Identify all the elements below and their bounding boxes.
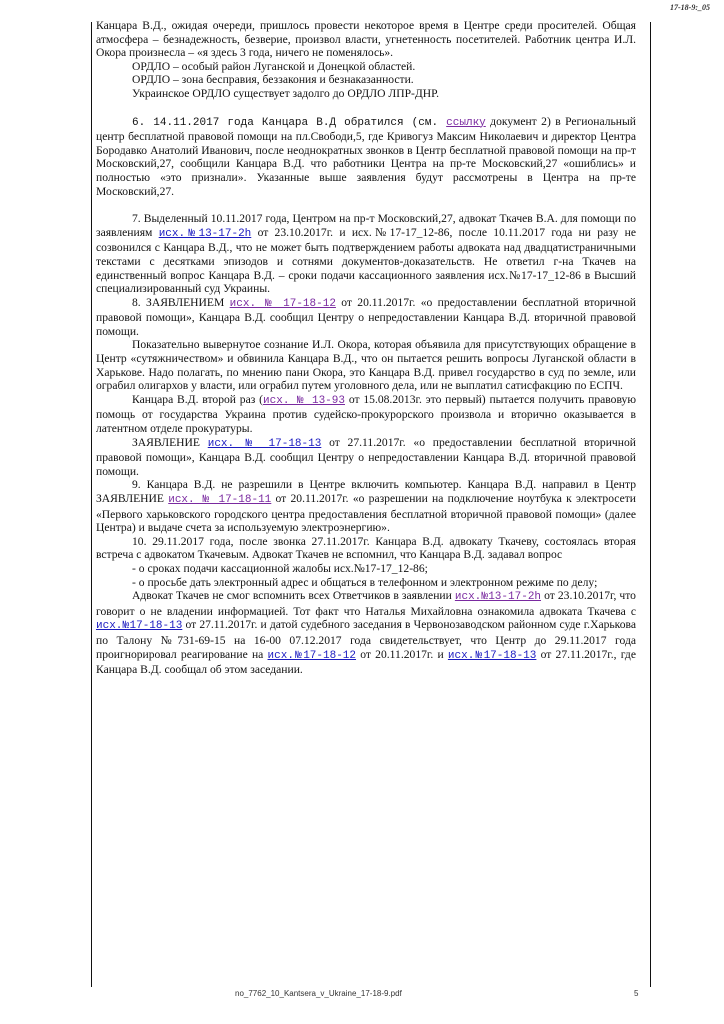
text-segment: от 15.08.2013г. это первый) пытается получить правовую помощь от государства Украина против судейско-прокурорского произвола и вторично оказывается в латентном отделе прокуратуры. [96, 392, 636, 436]
text-segment: от 23.10.2017г. и исх.№17-17_12-86, после 10.11.2017 года ни разу не созвонился с Канцара В.Д., что не может быть подтверждением работы адвоката над двадцатистраничными текстами с десятками эпизодов и сотнями документов-доказательств. Не ответил г-на Ткачев на единственный вопрос Канцара В.Д. – сроки подачи кассационного заявления исх.№17-17_12-86 в Высший специализированный суд Украины. [96, 225, 636, 296]
paragraph-p1 [96, 60, 636, 74]
document-reference-link[interactable]: исх.№17-18-12 [267, 649, 357, 662]
text-segment: ОРДЛО – особый район Луганской и Донецкой областей. [132, 59, 416, 73]
paragraph-p9 [96, 436, 636, 479]
text-segment: Украинское ОРДЛО существует задолго до ОРДЛО ЛПР-ДНР. [132, 86, 440, 100]
paragraph-p10 [96, 478, 636, 534]
document-reference-link[interactable]: исх. № 17-18-12 [229, 297, 336, 310]
text-segment: от 20.11.2017г. «о предоставлении бесплатной вторичной правовой помощи», Канцара В.Д. сообщил Центру о непредоставлении Канцара В.Д. вторичной правовой помощи. [96, 295, 636, 338]
text-segment: ОРДЛО – зона бесправия, беззакония и безнаказанности. [132, 73, 414, 87]
text-segment: Канцара В.Д. второй раз ( [132, 392, 264, 406]
text-segment: от 23.10.2017г, что говорит о не владении информацией. Тот факт что Наталья Михайловна ознакомила адвоката Ткачева с [96, 589, 636, 618]
text-segment: 9. Канцара В.Д. не разрешили в Центре включить компьютер. Канцара В.Д. направил в Центр ЗАЯВЛЕНИЕ [96, 478, 636, 505]
document-reference-link[interactable]: исх.№17-18-13 [447, 649, 537, 662]
document-reference-link[interactable]: исх. № 13-93 [263, 394, 345, 407]
text-segment: 6. 14.11.2017 года Канцара В.Д обратился (см. [132, 116, 447, 129]
text-segment: - о просьбе дать электронный адрес и общаться в телефонном и электронном режиме по делу; [132, 575, 598, 589]
document-body [96, 19, 636, 677]
text-segment: 7. Выделенный 10.11.2017 года, Центром на пр-т Московский,27, адвокат Ткачев В.А. для помощи по заявлениям [96, 212, 636, 239]
text-segment: 8. ЗАЯВЛЕНИЕМ [132, 295, 230, 309]
page-number: 5 [634, 989, 639, 998]
paragraph-p7 [96, 338, 636, 392]
paragraph-gap [96, 101, 636, 115]
text-segment: от 20.11.2017г. и [356, 647, 448, 661]
paragraph-p4 [96, 115, 636, 199]
left-margin-line [91, 22, 92, 987]
paragraph-p2 [96, 73, 636, 87]
paragraph-p5 [96, 212, 636, 296]
paragraph-p12 [96, 562, 636, 576]
document-reference-link[interactable]: исх.№13-17-2h [158, 227, 252, 240]
text-segment: документ 2) в Региональный центр бесплатной правовой помощи на пл.Свободи,5, где Кривогуз Максим Николаевич и директор Центра Бородавко Анатолий Иванович, после неоднократных звонков в Центр бесплатной правовой помощи на пр-т Московский,27, сообщили Канцара В.Д. что работники Центра на пр-те Московский,27 «ошиблись» и полностью «это признали». Указанные выше заявления будут рассмотрены в Центра на пр-те Московский,27. [96, 114, 636, 198]
document-header-code: 17-18-9:_05 [670, 3, 710, 12]
document-reference-link[interactable]: ссылку [446, 116, 486, 129]
paragraph-p11 [96, 535, 636, 562]
paragraph-p8 [96, 393, 636, 436]
text-segment: от 27.11.2017г. «о предоставлении бесплатной вторичной правовой помощи», Канцара В.Д. сообщил Центру о непредоставлении Канцара В.Д. вторичной правовой помощи. [96, 435, 636, 478]
paragraph-p13 [96, 576, 636, 590]
text-segment: Показательно вывернутое сознание И.Л. Окора, которая объявила для присутствующих обращение в Центр «сутяжничеством» и обвинила Канцара В.Д., что он пытается решить вопросы Луганской области в Харькове. Надо полагать, по мнению пани Окора, это Канцара В.Д. привел государство в суд по земле, или ограбил олигархов у власти, или ограбил путем уголовного дела, или не выплатил сатисфакцию по ЕСПЧ. [96, 338, 636, 393]
text-segment: - о сроках подачи кассационной жалобы исх.№17-17_12-86; [132, 561, 428, 575]
document-reference-link[interactable]: исх. № 17-18-13 [207, 437, 322, 450]
footer-filename: no_7762_10_Kantsera_v_Ukraine_17-18-9.pdf [235, 989, 402, 998]
document-reference-link[interactable]: исх.№13-17-2h [454, 591, 542, 604]
document-reference-link[interactable]: исх.№17-18-13 [96, 620, 183, 633]
text-segment: ЗАЯВЛЕНИЕ [132, 435, 208, 449]
text-segment: от 27.11.2017г., где Канцара В.Д. сообщал об этом заседании. [96, 647, 636, 677]
text-segment: 10. 29.11.2017 года, после звонка 27.11.2017г. Канцара В.Д. адвокату Ткачеву, состоялась вторая встреча с адвокатом Ткачевым. Адвокат Ткачев не вспомнил, что Канцара В.Д. задавал вопрос [96, 534, 636, 562]
text-segment: от 20.11.2017г. «о разрешении на подключение ноутбука к электросети «Первого харьковского городского центра предоставления бесплатной вторичной правовой помощи» (далее Центра) и выдаче счета за используемую электроэнергию». [96, 492, 636, 535]
paragraph-p6 [96, 296, 636, 339]
right-margin-line [650, 22, 651, 987]
text-segment: Адвокат Ткачев не смог вспомнить всех Ответчиков в заявлении [132, 589, 455, 603]
text-segment: Канцара В.Д., ожидая очереди, пришлось провести некоторое время в Центре среди просителей. Общая атмосфера – безнадежность, безверие, произвол власти, угнетенность посетителей. Работник центра И.Л. Окора произнесла – «я здесь 3 года, ничего не поменялось». [96, 19, 636, 60]
text-segment: от 27.11.2017г. и датой судебного заседания в Червонозаводском районном суде г.Харькова по Талону №731-69-15 на 16-00 07.12.2017 года свидетельствует, что Центр до 29.11.2017 года проигнорировал реагирование на [96, 618, 636, 661]
paragraph-p3 [96, 87, 636, 101]
paragraph-gap [96, 198, 636, 212]
document-reference-link[interactable]: исх. № 17-18-11 [168, 494, 272, 506]
paragraph-p14 [96, 589, 636, 677]
paragraph-p0 [96, 19, 636, 60]
